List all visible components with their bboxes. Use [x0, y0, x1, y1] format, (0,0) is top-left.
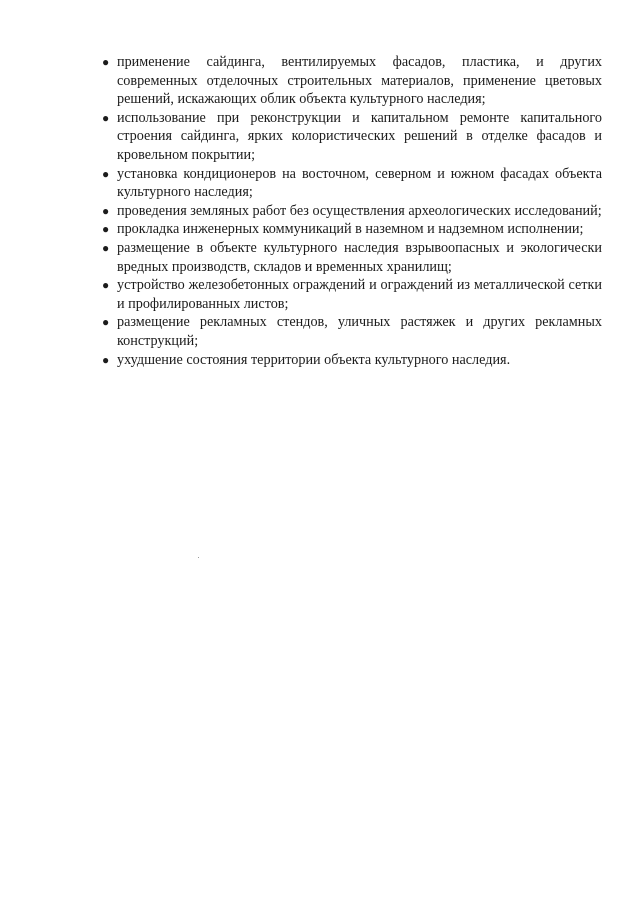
list-item-text: установка кондиционеров на восточном, северном и южном фасадах объекта культурного наследия; — [117, 165, 602, 201]
list-item — [102, 313, 602, 350]
bullet-icon: ● — [102, 203, 110, 218]
list-item — [102, 165, 602, 202]
bullet-icon: ● — [102, 166, 110, 181]
bullet-icon: ● — [102, 315, 110, 330]
list-item-text: проведения земляных работ без осуществления археологических исследований; — [117, 202, 602, 219]
scan-speck — [198, 557, 199, 558]
list-item — [102, 276, 602, 313]
bullet-icon: ● — [102, 110, 110, 125]
bullet-icon: ● — [102, 352, 110, 367]
list-item — [102, 351, 602, 370]
list-item-text: применение сайдинга, вентилируемых фасадов, пластика, и других современных отделочных строительных материалов, применение цветовых решений, искажающих облик объекта культурного наследия; — [117, 54, 602, 108]
list-item — [102, 202, 602, 221]
list-item — [102, 220, 602, 239]
bullet-icon: ● — [102, 278, 110, 293]
list-item-text: прокладка инженерных коммуникаций в наземном и надземном исполнении; — [117, 221, 584, 238]
list-item-text: устройство железобетонных ограждений и ограждений из металлической сетки и профилированных листов; — [117, 277, 602, 312]
list-item — [102, 109, 602, 165]
list-item-text: размещение рекламных стендов, уличных растяжек и других рекламных конструкций; — [117, 314, 602, 349]
prohibitions-bullet-list — [102, 53, 602, 369]
bullet-icon: ● — [102, 222, 110, 237]
list-item-text: ухудшение состояния территории объекта культурного наследия. — [117, 351, 511, 368]
list-item-text: размещение в объекте культурного наследия взрывоопасных и экологически вредных производств, складов и временных хранилищ; — [117, 239, 602, 275]
list-item — [102, 53, 602, 109]
bullet-icon: ● — [102, 240, 110, 255]
bullet-icon: ● — [102, 55, 110, 69]
list-item — [102, 239, 602, 276]
list-item-text: использование при реконструкции и капитальном ремонте капитального строения сайдинга, ярких колористических решений в отделке фасадов и кровельном покрытии; — [117, 109, 602, 163]
